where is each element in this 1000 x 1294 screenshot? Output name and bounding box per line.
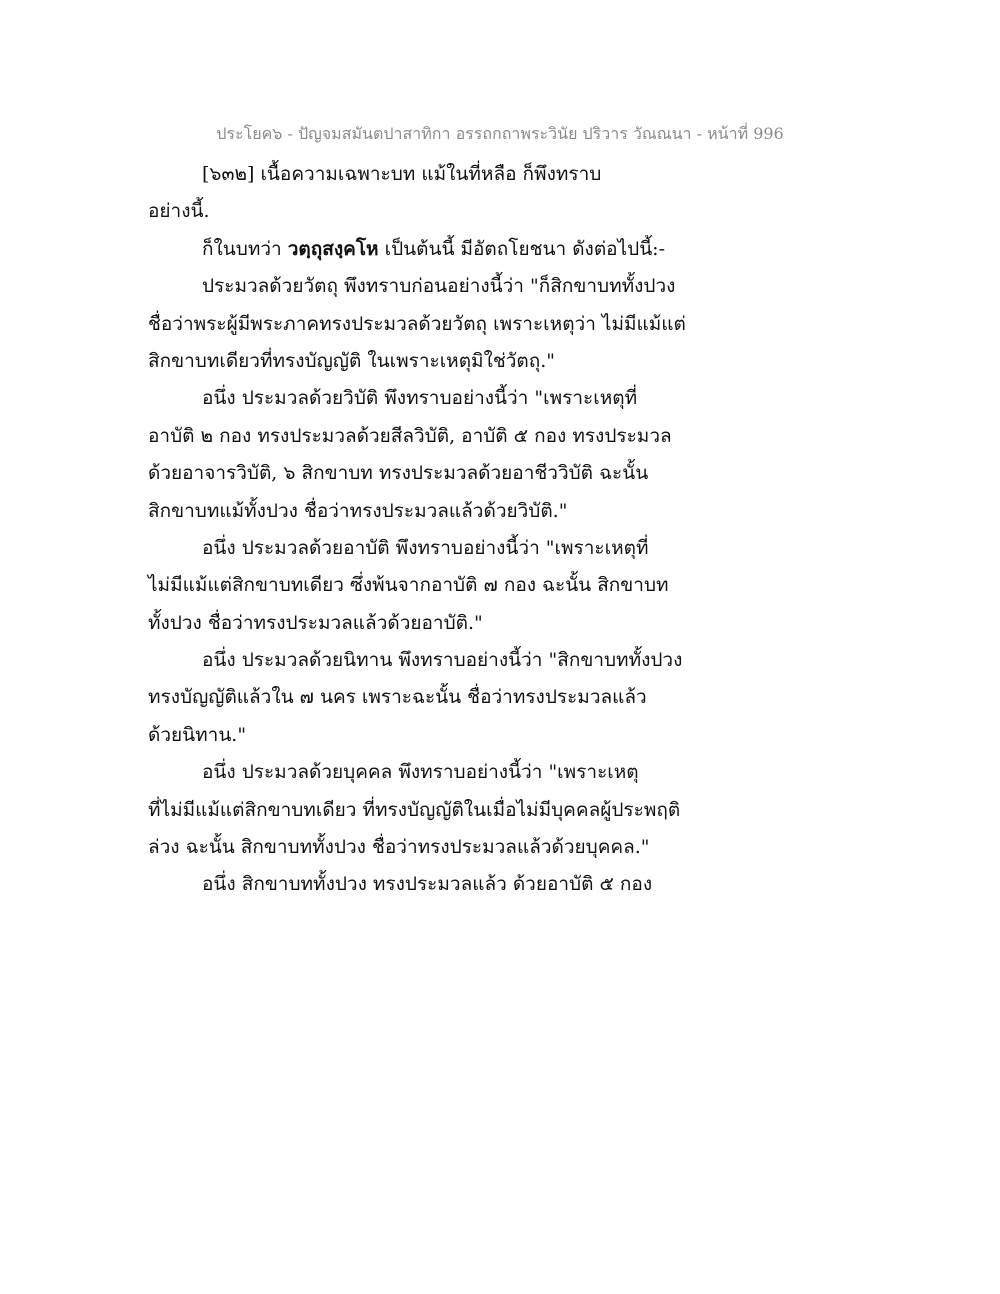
- text-line: อาบัติ ๒ กอง ทรงประมวลด้วยสีลวิบัติ, อาบัติ ๕ กอง ทรงประมวล: [148, 424, 672, 447]
- text-line: อนึ่ง ประมวลด้วยบุคคล พึงทราบอย่างนี้ว่า "เพราะเหตุ: [202, 761, 639, 784]
- text-line-with-term: [148, 231, 708, 268]
- text-line: ทรงบัญญัติแล้วใน ๗ นคร เพราะฉะนั้น ชื่อว่าทรงประมวลแล้ว: [148, 686, 647, 709]
- text-line: อย่างนี้.: [148, 200, 210, 223]
- body-text: [148, 156, 708, 904]
- text-line: ประมวลด้วยวัตถุ พึงทราบก่อนอย่างนี้ว่า "ก็สิกขาบททั้งปวง: [202, 275, 676, 298]
- running-header-text: ประโยค๖ - ปัญจมสมันตปาสาทิกา อรรถกถาพระวินัย ปริวาร วัณณนา - หน้าที่ 996: [216, 124, 784, 143]
- text-line: ชื่อว่าพระผู้มีพระภาคทรงประมวลด้วยวัตถุ เพราะเหตุว่า ไม่มีแม้แต่: [148, 312, 686, 335]
- text-line: สิกขาบทเดียวที่ทรงบัญญัติ ในเพราะเหตุมิใช่วัตถุ.": [148, 349, 556, 372]
- text-line: ด้วยนิทาน.": [148, 723, 247, 746]
- running-header: [0, 122, 1000, 147]
- bold-term: วตฺถุสงฺคโห: [287, 237, 379, 260]
- text-line: ทั้งปวง ชื่อว่าทรงประมวลแล้วด้วยอาบัติ.": [148, 611, 483, 634]
- text-segment: ก็ในบทว่า: [202, 237, 288, 260]
- text-line: สิกขาบทแม้ทั้งปวง ชื่อว่าทรงประมวลแล้วด้วยวิบัติ.": [148, 499, 568, 522]
- text-line: อนึ่ง ประมวลด้วยอาบัติ พึงทราบอย่างนี้ว่า "เพราะเหตุที่: [202, 536, 649, 559]
- text-segment: เป็นต้นนี้ มีอัตถโยชนา ดังต่อไปนี้:-: [378, 237, 666, 260]
- text-line: ด้วยอาจารวิบัติ, ๖ สิกขาบท ทรงประมวลด้วยอาชีววิบัติ ฉะนั้น: [148, 462, 649, 485]
- text-line: อนึ่ง สิกขาบททั้งปวง ทรงประมวลแล้ว ด้วยอาบัติ ๕ กอง: [202, 873, 653, 896]
- text-line: อนึ่ง ประมวลด้วยวิบัติ พึงทราบอย่างนี้ว่า "เพราะเหตุที่: [202, 387, 638, 410]
- text-line: [๖๓๒] เนื้อความเฉพาะบท แม้ในที่หลือ ก็พึงทราบ: [202, 163, 602, 185]
- text-line: ที่ไม่มีแม้แต่สิกขาบทเดียว ที่ทรงบัญญัติในเมื่อไม่มีบุคคลผู้ประพฤติ: [148, 798, 681, 821]
- text-line: อนึ่ง ประมวลด้วยนิทาน พึงทราบอย่างนี้ว่า "สิกขาบททั้งปวง: [202, 649, 683, 672]
- text-line: ไม่มีแม้แต่สิกขาบทเดียว ซึ่งพ้นจากอาบัติ ๗ กอง ฉะนั้น สิกขาบท: [148, 574, 669, 597]
- text-line: ล่วง ฉะนั้น สิกขาบททั้งปวง ชื่อว่าทรงประมวลแล้วด้วยบุคคล.": [148, 836, 650, 859]
